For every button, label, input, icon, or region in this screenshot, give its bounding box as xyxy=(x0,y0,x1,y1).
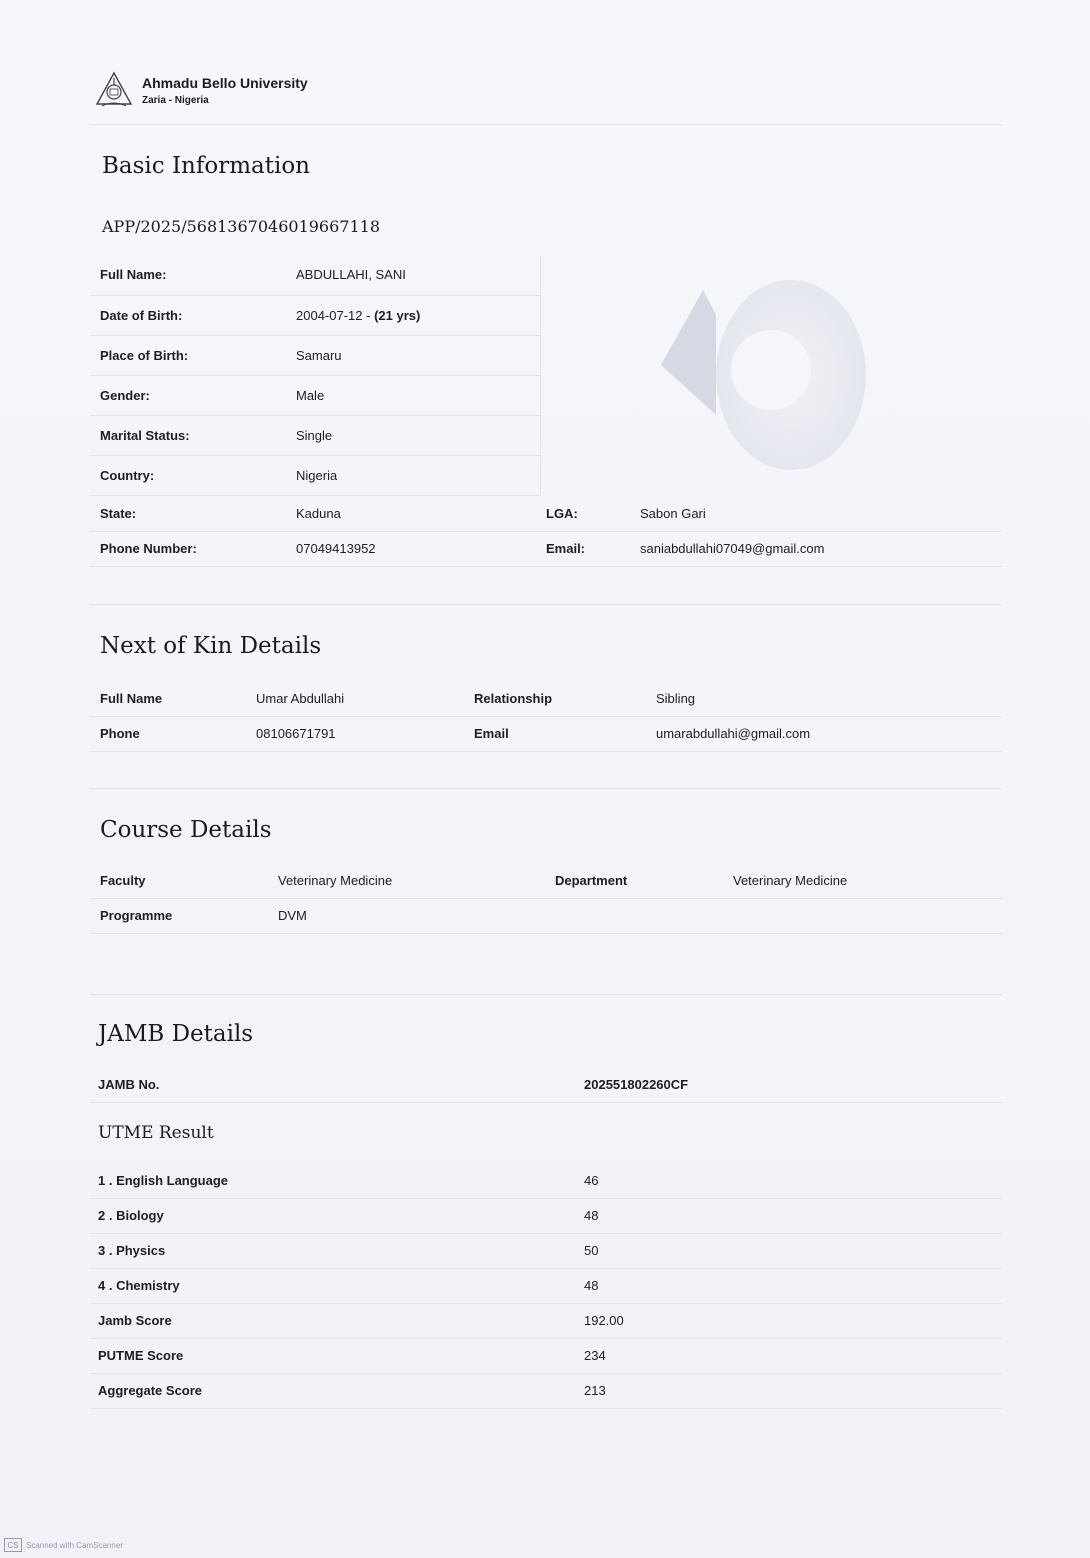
table-row xyxy=(90,1198,1002,1233)
programme-value: DVM xyxy=(268,898,545,933)
table-row xyxy=(90,255,540,295)
table-row xyxy=(90,1303,1002,1338)
utme-result-title: UTME Result xyxy=(98,1123,214,1143)
subject-label: 2 . Biology xyxy=(90,1198,576,1233)
gender-value: Male xyxy=(286,375,540,415)
aggregate-score-value: 213 xyxy=(576,1373,1002,1408)
table-row xyxy=(90,1067,1002,1102)
subject-label: 4 . Chemistry xyxy=(90,1268,576,1303)
subject-score: 50 xyxy=(576,1233,1002,1268)
course-details-section xyxy=(90,788,1002,988)
field-label: Email xyxy=(464,716,646,751)
field-label: LGA: xyxy=(536,496,630,531)
table-row xyxy=(90,1233,1002,1268)
dob-value xyxy=(286,295,540,335)
email-value: saniabdullahi07049@gmail.com xyxy=(630,531,1002,566)
empty-cell xyxy=(723,898,1002,933)
subject-label: 1 . English Language xyxy=(90,1163,576,1198)
field-label: Faculty xyxy=(90,863,268,898)
full-name-value: ABDULLAHI, SANI xyxy=(286,255,540,295)
subject-score: 48 xyxy=(576,1268,1002,1303)
table-row xyxy=(90,1373,1002,1408)
dob-age: (21 yrs) xyxy=(374,307,421,323)
scanner-watermark xyxy=(4,1538,123,1552)
field-label: Full Name: xyxy=(90,255,286,295)
university-location: Zaria - Nigeria xyxy=(142,94,209,106)
field-label: Country: xyxy=(90,455,286,495)
field-label: JAMB No. xyxy=(90,1067,576,1102)
table-row xyxy=(90,898,1002,933)
utme-result-table xyxy=(90,1163,1002,1409)
field-label: Department xyxy=(545,863,723,898)
table-row xyxy=(90,375,540,415)
course-table xyxy=(90,863,1002,934)
section-title-course: Course Details xyxy=(100,817,272,843)
university-logo-icon xyxy=(94,70,134,110)
field-label: Place of Birth: xyxy=(90,335,286,375)
field-label: Phone xyxy=(90,716,246,751)
field-label: Relationship xyxy=(464,681,646,716)
kin-table xyxy=(90,681,1002,752)
contact-table xyxy=(90,496,1002,567)
empty-cell xyxy=(545,898,723,933)
kin-name-value: Umar Abdullahi xyxy=(246,681,464,716)
table-row xyxy=(90,1268,1002,1303)
application-number: APP/2025/5681367046019667118 xyxy=(102,217,380,236)
field-label: Marital Status: xyxy=(90,415,286,455)
table-row xyxy=(90,681,1002,716)
table-row xyxy=(90,295,540,335)
subject-score: 48 xyxy=(576,1198,1002,1233)
phone-value: 07049413952 xyxy=(286,531,536,566)
section-title-basic: Basic Information xyxy=(102,153,310,179)
university-header xyxy=(94,68,308,112)
score-label: Jamb Score xyxy=(90,1303,576,1338)
table-row xyxy=(90,1163,1002,1198)
scanner-text: Scanned with CamScanner xyxy=(26,1540,123,1550)
jamb-details-section xyxy=(90,994,1002,1414)
table-row xyxy=(90,863,1002,898)
lga-value: Sabon Gari xyxy=(630,496,1002,531)
jamb-number-table xyxy=(90,1067,1002,1103)
camscanner-icon: CS xyxy=(4,1538,22,1552)
university-name: Ahmadu Bello University xyxy=(142,74,308,91)
place-of-birth-value: Samaru xyxy=(286,335,540,375)
field-label: Phone Number: xyxy=(90,531,286,566)
state-value: Kaduna xyxy=(286,496,536,531)
field-label: Gender: xyxy=(90,375,286,415)
faded-photo-icon xyxy=(541,255,1003,495)
score-label: PUTME Score xyxy=(90,1338,576,1373)
faculty-value: Veterinary Medicine xyxy=(268,863,545,898)
field-label: Email: xyxy=(536,531,630,566)
subject-label: 3 . Physics xyxy=(90,1233,576,1268)
table-row xyxy=(90,335,540,375)
kin-relationship-value: Sibling xyxy=(646,681,1002,716)
basic-info-table xyxy=(90,255,540,496)
field-label: Full Name xyxy=(90,681,246,716)
department-value: Veterinary Medicine xyxy=(723,863,1002,898)
table-row xyxy=(90,415,540,455)
kin-email-value: umarabdullahi@gmail.com xyxy=(646,716,1002,751)
section-title-kin: Next of Kin Details xyxy=(100,633,322,659)
next-of-kin-section xyxy=(90,604,1002,784)
table-row xyxy=(90,455,540,495)
jamb-score-value: 192.00 xyxy=(576,1303,1002,1338)
subject-score: 46 xyxy=(576,1163,1002,1198)
score-label: Aggregate Score xyxy=(90,1373,576,1408)
putme-score-value: 234 xyxy=(576,1338,1002,1373)
dob-date: 2004-07-12 - xyxy=(296,307,375,323)
country-value: Nigeria xyxy=(286,455,540,495)
jamb-number-value: 202551802260CF xyxy=(576,1067,1002,1102)
section-title-jamb: JAMB Details xyxy=(98,1021,254,1047)
field-label: State: xyxy=(90,496,286,531)
kin-phone-value: 08106671791 xyxy=(246,716,464,751)
table-row xyxy=(90,531,1002,566)
table-row xyxy=(90,716,1002,751)
table-row xyxy=(90,1338,1002,1373)
passport-photo xyxy=(540,255,1002,495)
table-row xyxy=(90,496,1002,531)
field-label: Programme xyxy=(90,898,268,933)
field-label: Date of Birth: xyxy=(90,295,286,335)
marital-status-value: Single xyxy=(286,415,540,455)
